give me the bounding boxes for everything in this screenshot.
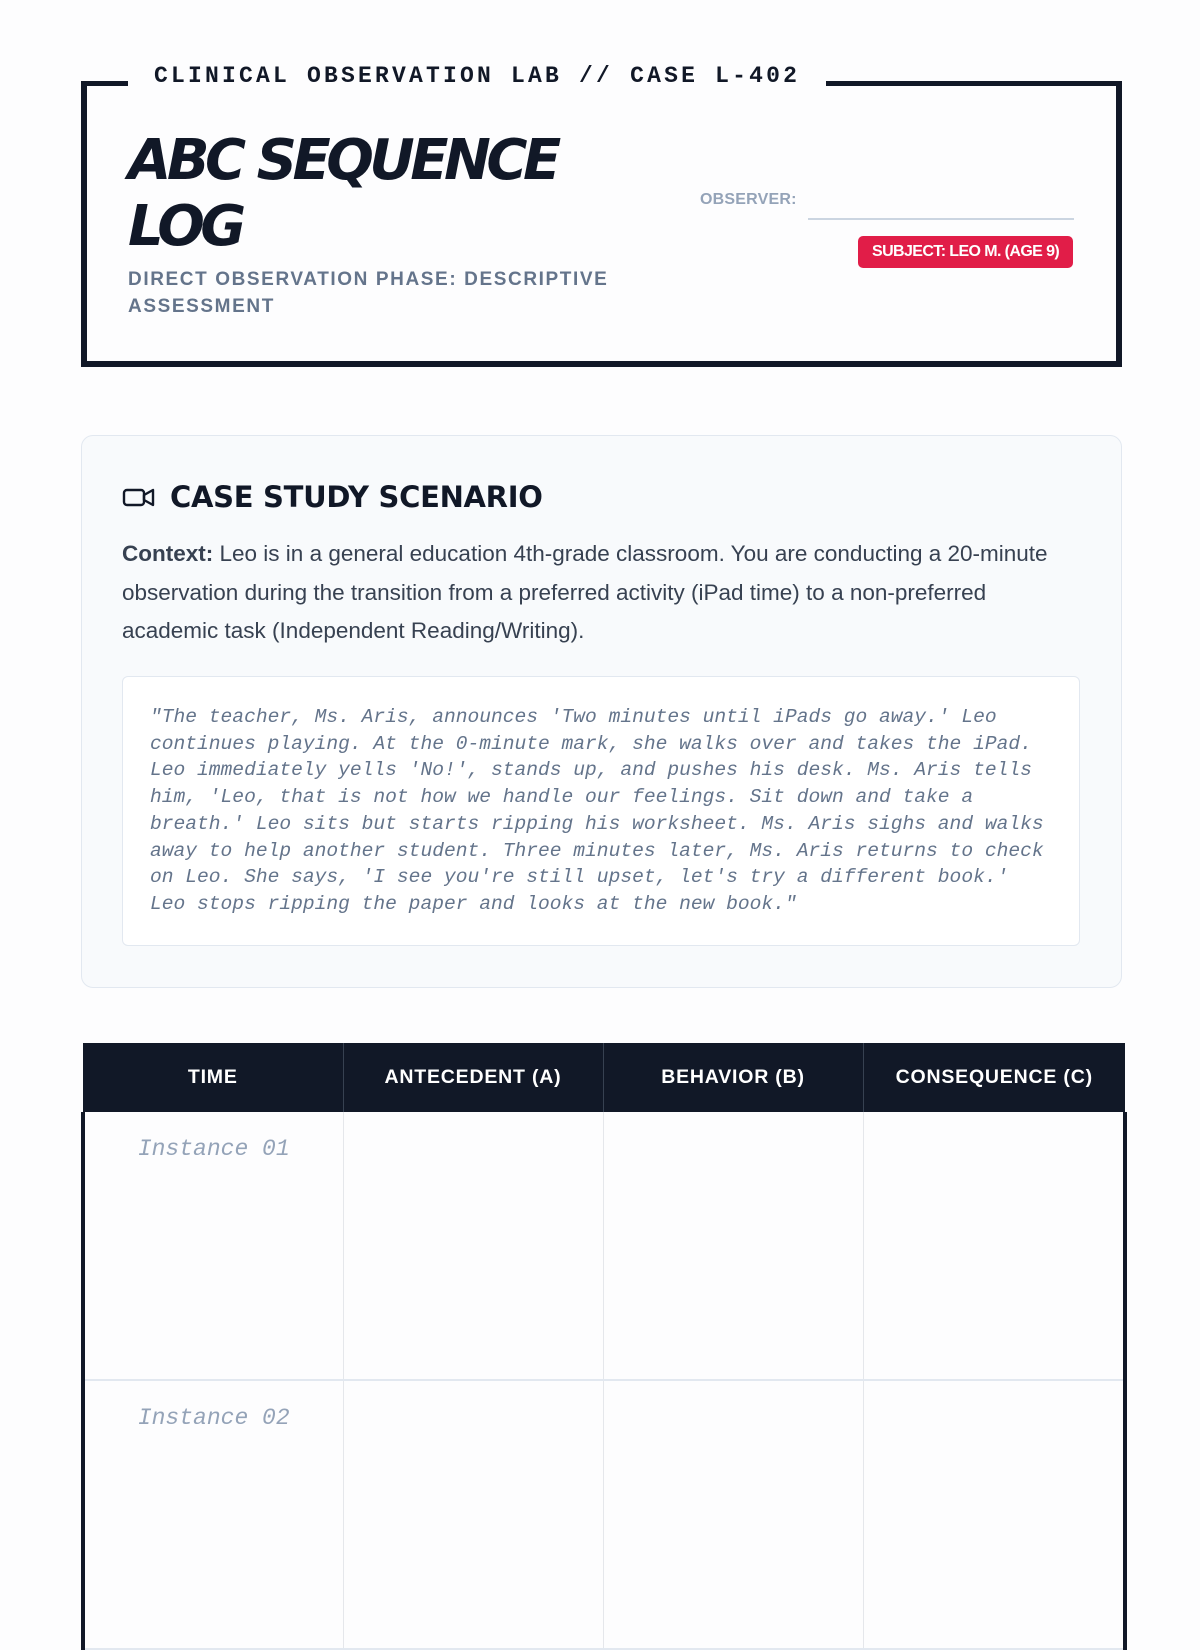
column-header-behavior: BEHAVIOR (B) [603, 1043, 863, 1112]
column-header-time: TIME [83, 1043, 343, 1112]
table-row [83, 1112, 1125, 1380]
instance-label: Instance 02 [137, 1405, 290, 1431]
context-label: Context: [122, 541, 214, 566]
observer-field[interactable] [808, 196, 1074, 220]
scenario-quote-box [122, 676, 1080, 946]
antecedent-cell[interactable] [343, 1112, 603, 1380]
video-camera-icon [122, 485, 156, 509]
consequence-cell[interactable] [863, 1112, 1125, 1380]
subject-badge: SUBJECT: LEO M. (AGE 9) [858, 236, 1073, 268]
scenario-title: CASE STUDY SCENARIO [170, 480, 543, 514]
scenario-context [122, 535, 1082, 651]
antecedent-cell[interactable] [343, 1380, 603, 1649]
page-title: ABC SEQUENCE LOG [128, 128, 557, 259]
time-cell[interactable] [83, 1380, 343, 1649]
column-header-consequence: CONSEQUENCE (C) [863, 1043, 1125, 1112]
context-text: Leo is in a general education 4th-grade classroom. You are conducting a 20-minute observation during the transition from a preferred activity (iPad time) to a non-preferred academic task (Independent Reading/Writing). [122, 541, 1048, 643]
abc-table [81, 1043, 1127, 1650]
time-cell[interactable] [83, 1112, 343, 1380]
table-header-row [83, 1043, 1125, 1112]
consequence-cell[interactable] [863, 1380, 1125, 1649]
scenario-heading [122, 480, 543, 514]
behavior-cell[interactable] [603, 1112, 863, 1380]
observer-label: OBSERVER: [700, 191, 797, 208]
instance-label: Instance 01 [137, 1136, 290, 1162]
scenario-quote: "The teacher, Ms. Aris, announces 'Two minutes until iPads go away.' Leo continues playing. At the 0-minute mark, she walks over and takes the iPad. Leo immediately yells 'No!', stands up, and pushes his desk. Ms. Aris tells him, 'Leo, that is not how we handle our feelings. Sit down and take a breath.' Leo sits but starts ripping his worksheet. Ms. Aris sighs and walks away to help another student. Three minutes later, Ms. Aris returns to check on Leo. She says, 'I see you're still upset, let's try a different book.' Leo stops ripping the paper and looks at the new book." [150, 706, 1044, 915]
lab-case-tag: CLINICAL OBSERVATION LAB // CASE L-402 [128, 60, 826, 92]
column-header-antecedent: ANTECEDENT (A) [343, 1043, 603, 1112]
table-row [83, 1380, 1125, 1649]
page-subtitle: DIRECT OBSERVATION PHASE: DESCRIPTIVE ASSESSMENT [128, 269, 609, 317]
behavior-cell[interactable] [603, 1380, 863, 1649]
